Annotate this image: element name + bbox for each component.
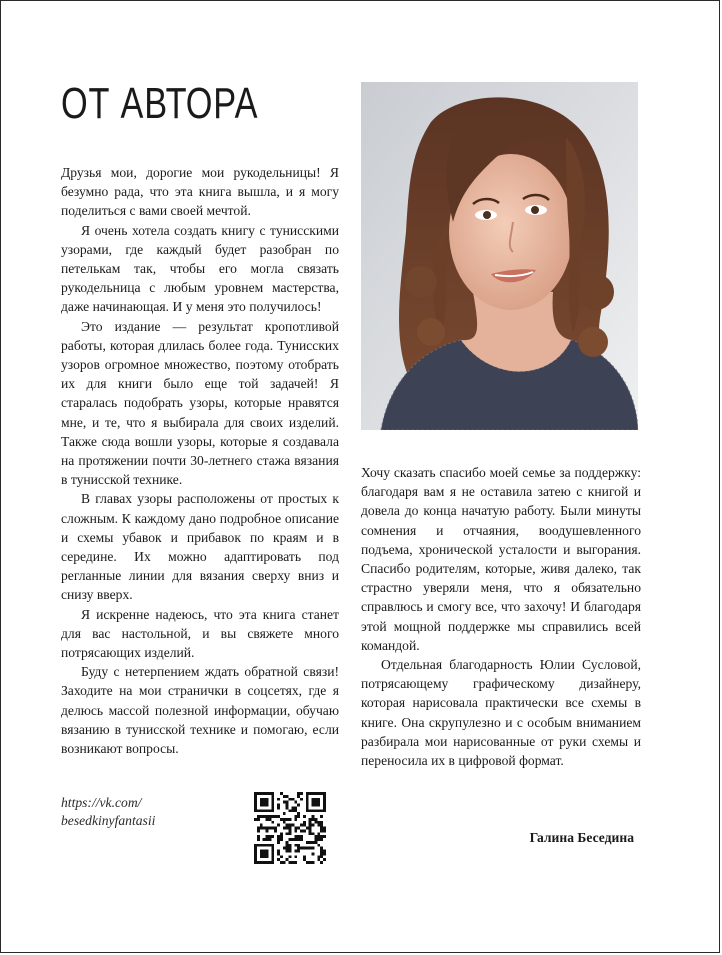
right-column xyxy=(361,463,641,770)
paragraph: Отдельная благодарность Юлии Сусловой, потрясающему графическому дизайнеру, которая нарисовала практически все схемы в книге. Она скрупулезно и с особым вниманием разбирала мои нарисованные от руки схемы и переносила их в цифровой формат. xyxy=(361,657,641,769)
link-line: besedkinyfantasii xyxy=(61,813,156,828)
paragraph: Я искренне надеюсь, что эта книга станет для вас настольной, и вы свяжете много потрясающих изделий. xyxy=(61,606,339,661)
left-column xyxy=(61,163,339,758)
author-signature: Галина Беседина xyxy=(529,830,634,845)
paragraph: Хочу сказать спасибо моей семье за поддержку: благодаря вам я не оставила затею с книгой и довела до конца начатую работу. Были минуты сомнения и отчаяния, воодушевленного подъема, хронической усталости и выгорания. Спасибо родителям, которые, живя далеко, так страстно уверяли меня, что я обязательно справлюсь и смогу все, что захочу! И благодаря этой мощной поддержке мы справились всей командой. xyxy=(361,465,641,653)
social-link[interactable] xyxy=(61,794,231,830)
link-line: https://vk.com/ xyxy=(61,795,142,810)
page-title: ОТ АВТОРА xyxy=(61,79,259,128)
paragraph: Я очень хотела создать книгу с тунисскими узорами, где каждый будет разобран по петелькам так, чтобы его могла связать рукодельница с любым уровнем мастерства, даже начинающая. И у меня это получилось! xyxy=(61,222,339,315)
paragraph: Это издание — результат кропотливой работы, которая длилась более года. Тунисских узоров огромное множество, поэтому отобрать их для книги было еще той задачей! Я старалась подобрать узоры, которые нравятся мне, и те, что я выбирала для своих изделий. Также сюда вошли узоры, которые я создавала на протяжении почти 30-летнего стажа вязания в тунисской технике. xyxy=(61,318,339,488)
author-photo xyxy=(361,82,638,430)
paragraph: В главах узоры расположены от простых к сложным. К каждому дано подробное описание и схемы убавок и прибавок по краям и в середине. Их можно адаптировать под регланные линии для вязания сверху вниз и снизу вверх. xyxy=(61,491,339,603)
paragraph: Друзья мои, дорогие мои рукодельницы! Я безумно рада, что эта книга вышла, и я могу поделиться с вами своей мечтой. xyxy=(61,165,339,219)
qr-code-icon xyxy=(254,792,326,864)
paragraph: Буду с нетерпением ждать обратной связи! Заходите на мои странички в соцсетях, где я делюсь массой полезной информации, обучаю вязанию в тунисской технике и помогаю, если возникают вопросы. xyxy=(61,664,339,757)
